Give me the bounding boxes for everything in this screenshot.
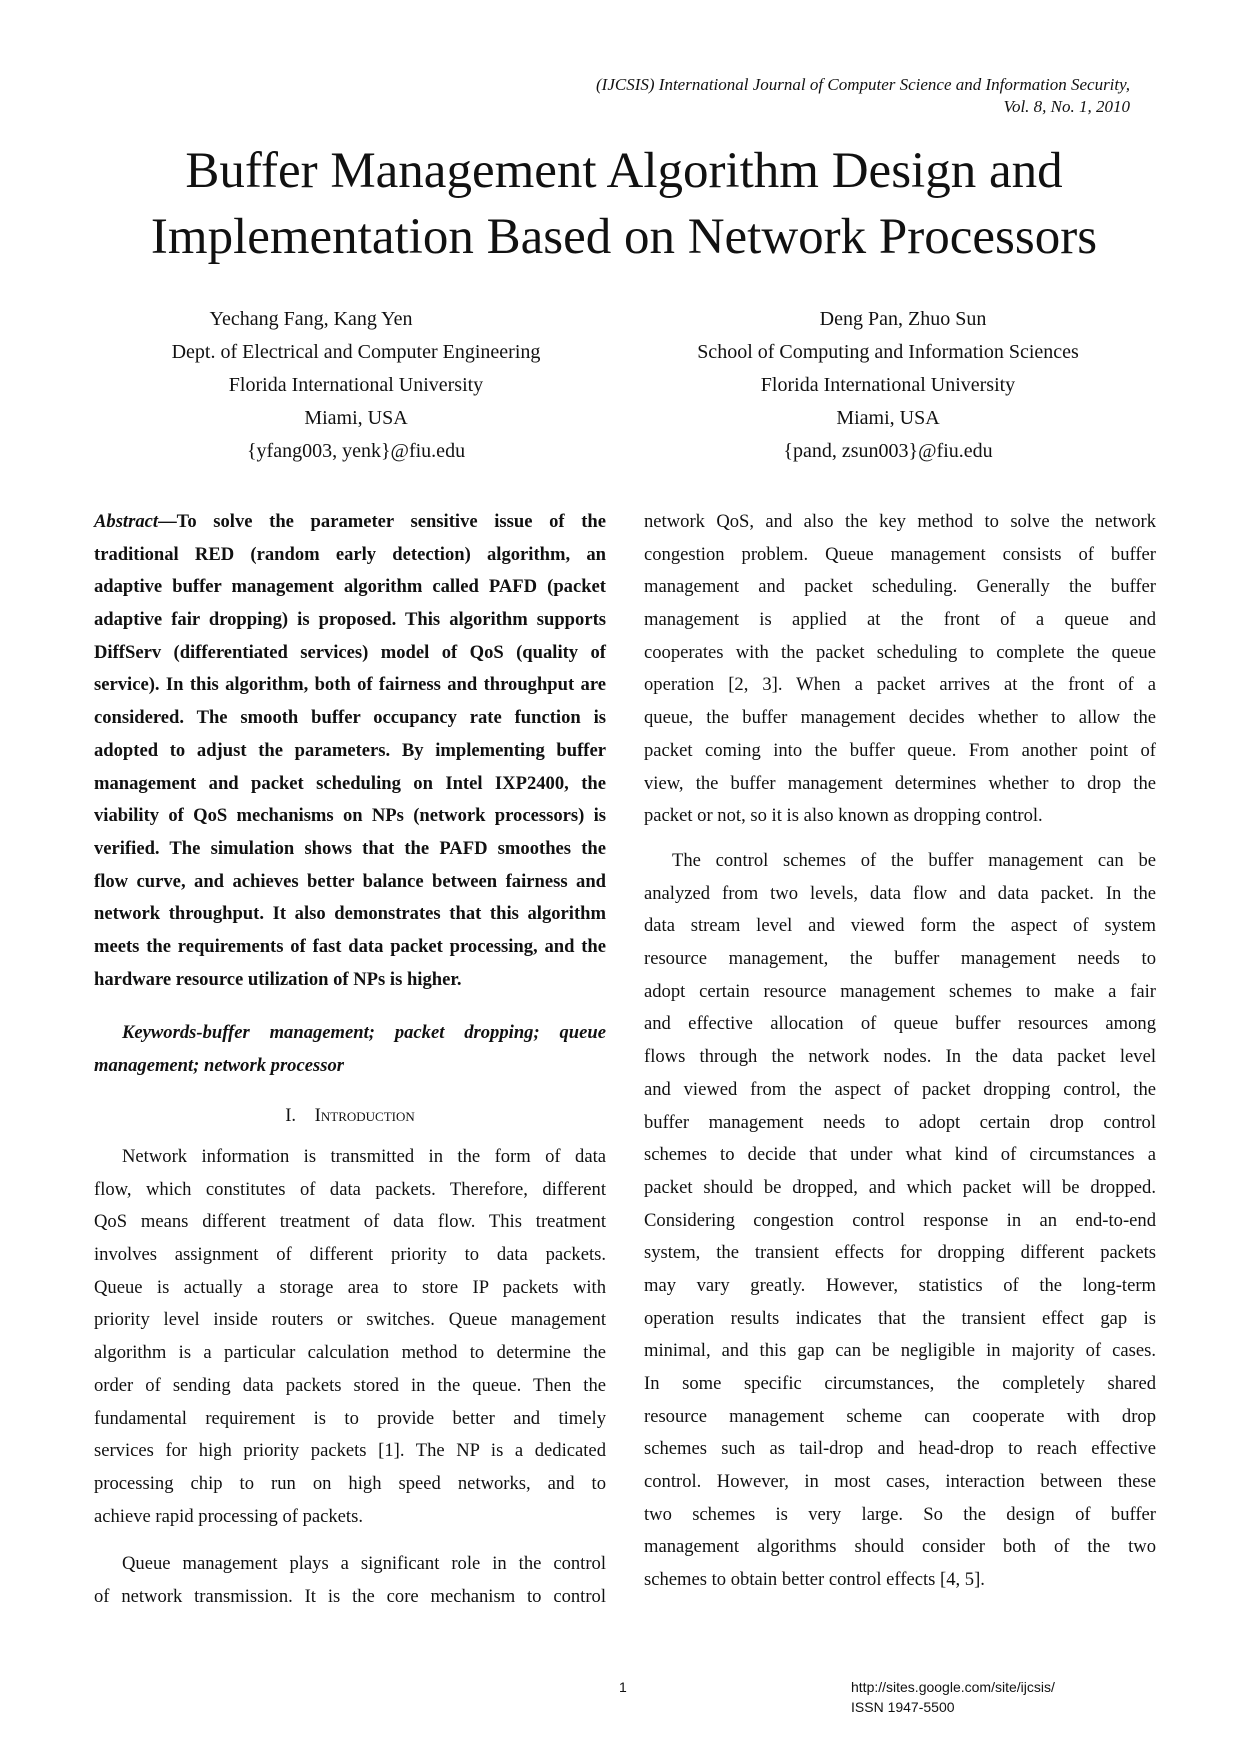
abstract-line: verified. The simulation shows that the PAFD smoothes the	[94, 837, 606, 859]
text-line: packet should be dropped, and which packet will be dropped.	[644, 1176, 1156, 1198]
text-line: processing chip to run on high speed networks, and to	[94, 1472, 606, 1494]
text-line: order of sending data packets stored in the queue. Then the	[94, 1374, 606, 1396]
footer-url[interactable]: http://sites.google.com/site/ijcsis/	[851, 1679, 1055, 1695]
journal-volume: Vol. 8, No. 1, 2010	[1003, 97, 1130, 116]
text-line: analyzed from two levels, data flow and data packet. In the	[644, 882, 1156, 904]
text-line: and effective allocation of queue buffer resources among	[644, 1013, 1156, 1035]
abstract-line: viability of QoS mechanisms on NPs (network processors) is	[94, 805, 606, 827]
text-line: In some specific circumstances, the completely shared	[644, 1373, 1156, 1394]
text-line: packet coming into the buffer queue. From another point of	[644, 739, 1156, 761]
abstract-text: —To solve the parameter sensitive issue of the	[158, 511, 606, 532]
abstract	[94, 506, 606, 996]
text-line: operation [2, 3]. When a packet arrives at the front of a	[644, 674, 1156, 696]
text-line: buffer management needs to adopt certain drop control	[644, 1111, 1156, 1133]
text-line: The control schemes of the buffer management can be	[672, 850, 1156, 871]
text-line: algorithm is a particular calculation method to determine the	[94, 1342, 606, 1364]
text-line: control. However, in most cases, interaction between these	[644, 1471, 1156, 1493]
journal-header: (IJCSIS) International Journal of Computer Science and Information Security,	[596, 75, 1130, 94]
text-line: network QoS, and also the key method to solve the network	[644, 511, 1156, 532]
author-city: Miami, USA	[304, 407, 408, 429]
text-line: management and packet scheduling. Generally the buffer	[644, 576, 1156, 598]
abstract-line: hardware resource utilization of NPs is higher.	[94, 968, 462, 990]
text-line: schemes to obtain better control effects [4, 5].	[644, 1569, 985, 1591]
paragraph	[94, 1141, 606, 1533]
page-number: 1	[619, 1679, 627, 1695]
section-title: Introduction	[314, 1105, 415, 1126]
text-line: Considering congestion control response in an end-to-end	[644, 1209, 1156, 1231]
text-line: data stream level and viewed form the aspect of system	[644, 915, 1156, 937]
text-line: view, the buffer management determines whether to drop the	[644, 772, 1156, 794]
author-univ: Florida International University	[228, 374, 484, 396]
author-email: {yfang003, yenk}@fiu.edu	[246, 440, 466, 462]
text-line: system, the transient effects for dropping different packets	[644, 1242, 1156, 1264]
paragraph	[644, 845, 1156, 1597]
text-line: schemes such as tail-drop and head-drop to reach effective	[644, 1438, 1156, 1460]
text-line: QoS means different treatment of data flow. This treatment	[94, 1211, 606, 1233]
text-line: of network transmission. It is the core mechanism to control	[94, 1585, 606, 1607]
text-line: management algorithms should consider both of the two	[644, 1536, 1156, 1558]
author-dept: School of Computing and Information Sciences	[697, 341, 1079, 363]
paper-title-line-1: Buffer Management Algorithm Design and	[185, 143, 1063, 199]
text-line: congestion problem. Queue management consists of buffer	[644, 543, 1156, 565]
text-line: achieve rapid processing of packets.	[94, 1505, 363, 1527]
paragraph	[94, 1548, 606, 1613]
text-line: involves assignment of different priority to data packets.	[94, 1244, 606, 1266]
text-line: fundamental requirement is to provide better and timely	[94, 1407, 606, 1429]
section-heading	[94, 1100, 606, 1132]
author-block-right	[628, 303, 1148, 468]
text-line: priority level inside routers or switches. Queue management	[94, 1309, 606, 1331]
text-line: adopt certain resource management schemes to make a fair	[644, 980, 1156, 1002]
keywords-line: Keywords-buffer management; packet dropping; queue	[122, 1022, 606, 1043]
text-line: flow, which constitutes of data packets. Therefore, different	[94, 1178, 606, 1200]
text-line: packet or not, so it is also known as dropping control.	[644, 805, 1043, 827]
keywords-line: management; network processor	[94, 1054, 344, 1076]
text-line: Network information is transmitted in the form of data	[122, 1146, 606, 1167]
text-line: minimal, and this gap can be negligible in majority of cases.	[644, 1340, 1156, 1362]
text-line: resource management scheme can cooperate with drop	[644, 1405, 1156, 1427]
paper-title-line-2: Implementation Based on Network Processors	[150, 209, 1098, 265]
text-line: Queue management plays a significant role in the control	[122, 1553, 606, 1574]
text-line: flows through the network nodes. In the data packet level	[644, 1046, 1156, 1068]
abstract-line: traditional RED (random early detection) algorithm, an	[94, 543, 606, 565]
text-line: queue, the buffer management decides whether to allow the	[644, 707, 1156, 729]
author-names: Deng Pan, Zhuo Sun	[819, 308, 987, 330]
text-line: two schemes is very large. So the design of buffer	[644, 1503, 1156, 1525]
author-email: {pand, zsun003}@fiu.edu	[783, 440, 993, 462]
abstract-line: considered. The smooth buffer occupancy rate function is	[94, 707, 606, 729]
abstract-label: Abstract	[94, 511, 159, 532]
text-line: resource management, the buffer management needs to	[644, 948, 1156, 970]
abstract-line: adaptive buffer management algorithm called PAFD (packet	[94, 576, 606, 598]
text-line: schemes to decide that under what kind of circumstances a	[644, 1144, 1156, 1166]
abstract-line: management and packet scheduling on Intel IXP2400, the	[94, 772, 606, 794]
abstract-line	[94, 506, 606, 539]
author-names: Yechang Fang, Kang Yen	[209, 308, 413, 330]
abstract-line: adopted to adjust the parameters. By implementing buffer	[94, 739, 606, 761]
footer-issn: ISSN 1947-5500	[851, 1699, 955, 1715]
abstract-line: service). In this algorithm, both of fairness and throughput are	[94, 674, 606, 696]
abstract-line: meets the requirements of fast data packet processing, and the	[94, 935, 606, 957]
abstract-line: adaptive fair dropping) is proposed. This algorithm supports	[94, 609, 606, 631]
abstract-line: network throughput. It also demonstrates that this algorithm	[94, 903, 606, 925]
text-line: Queue is actually a storage area to store IP packets with	[94, 1276, 606, 1298]
author-city: Miami, USA	[836, 407, 940, 429]
paragraph	[644, 506, 1156, 833]
text-line: operation results indicates that the transient effect gap is	[644, 1307, 1156, 1329]
text-line: services for high priority packets [1]. The NP is a dedicated	[94, 1440, 606, 1462]
keywords	[94, 1017, 606, 1082]
abstract-line: flow curve, and achieves better balance between fairness and	[94, 870, 606, 892]
text-line: management is applied at the front of a queue and	[644, 609, 1156, 631]
text-line: and viewed from the aspect of packet dropping control, the	[644, 1078, 1156, 1100]
text-line: cooperates with the packet scheduling to complete the queue	[644, 641, 1156, 663]
text-line: may vary greatly. However, statistics of the long-term	[644, 1274, 1156, 1296]
section-number: I.	[285, 1105, 297, 1126]
author-univ: Florida International University	[760, 374, 1016, 396]
abstract-line: DiffServ (differentiated services) model of QoS (quality of	[94, 641, 606, 663]
author-dept: Dept. of Electrical and Computer Engineering	[171, 341, 541, 363]
author-block-left	[96, 303, 616, 468]
